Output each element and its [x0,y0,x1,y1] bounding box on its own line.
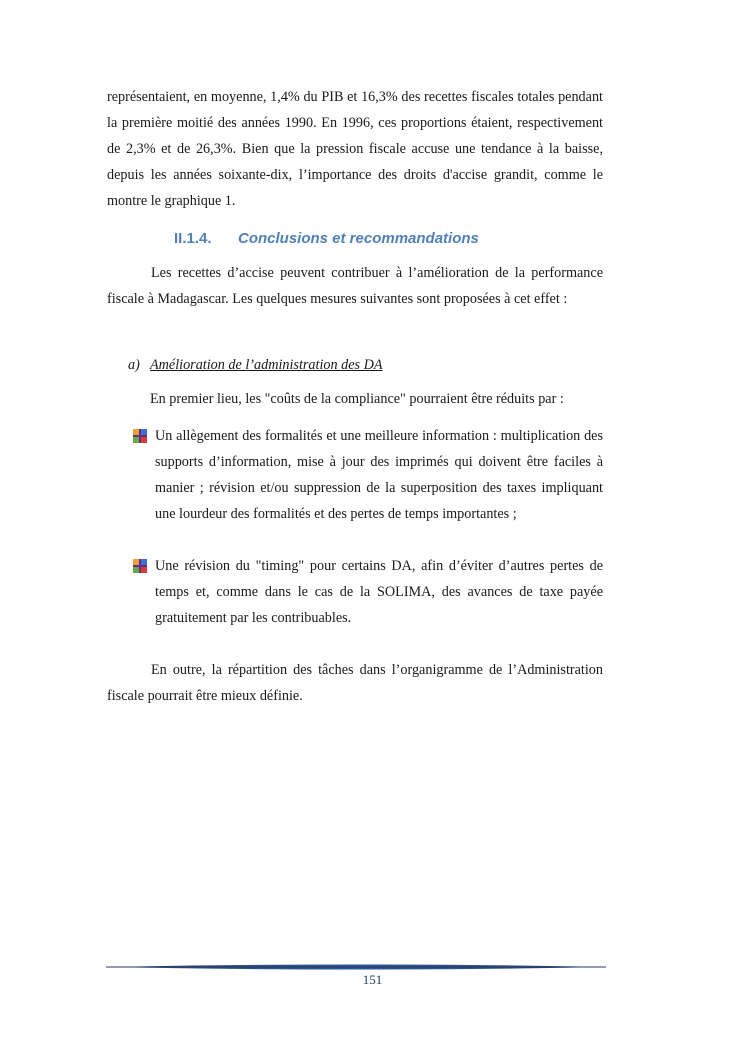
bullet-item-formalities: Un allègement des formalités et une meilleure information : multiplication des supports d’information, mise à jour des imprimés qui doivent être faciles à manier ; révision et/ou suppression de la superposition des taxes impliquant une lourdeur des formalités et des pertes de temps importantes ; [155,428,603,522]
paragraph-intro-statistics: représentaient, en moyenne, 1,4% du PIB et 16,3% des recettes fiscales totales pendant la première moitié des années 1990. En 1996, ces proportions étaient, respectivement de 2,3% et de 26,3%. Bien que la pression fiscale accuse une tendance à la baisse, depuis les années soixante-dix, l’importance des droits d'accise grandit, comme le montre le graphique 1. [107,89,603,209]
bullet-item-timing: Une révision du "timing" pour certains DA, afin d’éviter d’autres pertes de temps et, comme dans le cas de la SOLIMA, des avances de taxe payée gratuitement par les contribuables. [155,558,603,626]
four-color-plus-bullet-icon [133,559,147,573]
page-number: 151 [362,972,383,987]
paragraph-task-distribution: En outre, la répartition des tâches dans l’organigramme de l’Administration fiscale pourrait être mieux définie. [107,662,603,704]
subsection-heading [128,357,383,374]
section-heading [174,230,479,247]
section-number: II.1.4. [174,230,212,247]
subsection-title: Amélioration de l’administration des DA [150,357,383,373]
four-color-plus-bullet-icon [133,429,147,443]
footer-divider [106,963,606,971]
subsection-marker: a) [128,357,140,373]
section-title: Conclusions et recommandations [238,230,479,247]
compliance-intro-line: En premier lieu, les "coûts de la compliance" pourraient être réduits par : [150,391,564,407]
paragraph-recommendations-intro: Les recettes d’accise peuvent contribuer à l’amélioration de la performance fiscale à Madagascar. Les quelques mesures suivantes sont proposées à cet effet : [107,265,603,307]
